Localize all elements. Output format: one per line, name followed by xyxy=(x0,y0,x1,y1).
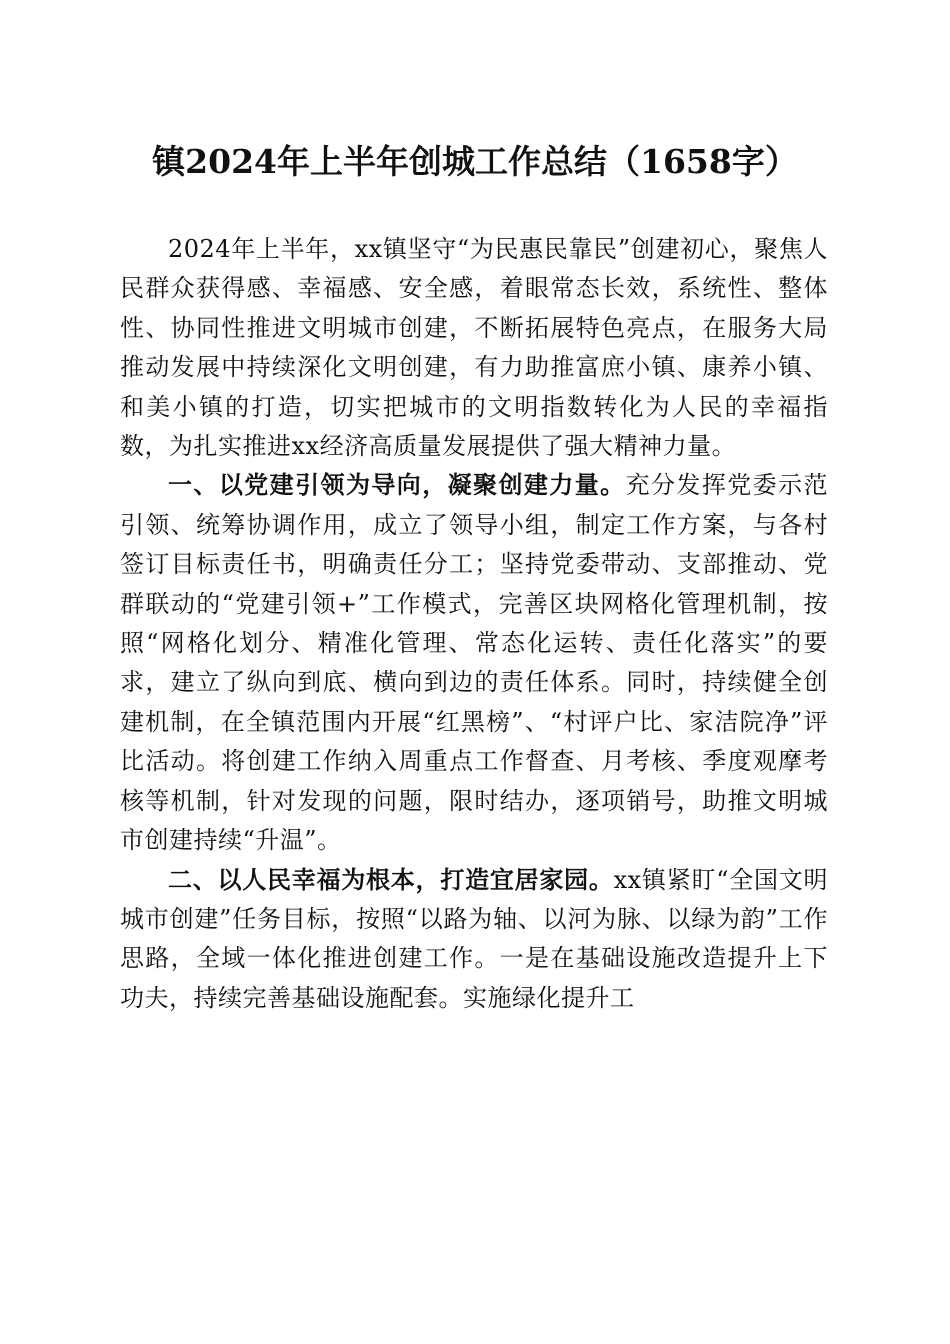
section-heading: 一、以党建引领为导向，凝聚创建力量。 xyxy=(168,471,626,500)
paragraph-text: xx镇紧盯“全国文明城市创建”任务目标，按照“以路为轴、以河为脉、以绿为韵”工作思路，全域一体化推进创建工作。一是在基础设施改造提升上下功夫，持续完善基础设施配套。实施绿化提升工 xyxy=(120,865,828,1012)
paragraph-intro xyxy=(120,230,828,466)
paragraph-text: 充分发挥党委示范引领、统筹协调作用，成立了领导小组，制定工作方案，与各村签订目标责任书，明确责任分工；坚持党委带动、支部推动、党群联动的“党建引领+”工作模式，完善区块网格化管理机制，按照“网格化划分、精准化管理、常态化运转、责任化落实”的要求，建立了纵向到底、横向到边的责任体系。同时，持续健全创建机制，在全镇范围内开展“红黑榜”、“村评户比、家洁院净”评比活动。将创建工作纳入周重点工作督查、月考核、季度观摩考核等机制，针对发现的问题，限时结办，逐项销号，助推文明城市创建持续“升温”。 xyxy=(120,471,829,855)
document-body xyxy=(120,230,828,1018)
paragraph-people-happiness xyxy=(120,861,828,1019)
section-heading: 二、以人民幸福为根本，打造宜居家园。 xyxy=(168,865,614,894)
document-title: 镇2024年上半年创城工作总结（1658字） xyxy=(152,142,798,181)
paragraph-text: 2024年上半年，xx镇坚守“为民惠民靠民”创建初心，聚焦人民群众获得感、幸福感、安全感，着眼常态长效，系统性、整体性、协同性推进文明城市创建，不断拓展特色亮点，在服务大局推动发展中持续深化文明创建，有力助推富庶小镇、康养小镇、和美小镇的打造，切实把城市的文明指数转化为人民的幸福指数，为扎实推进xx经济高质量发展提供了强大精神力量。 xyxy=(120,235,828,461)
paragraph-party-leadership xyxy=(120,466,828,860)
